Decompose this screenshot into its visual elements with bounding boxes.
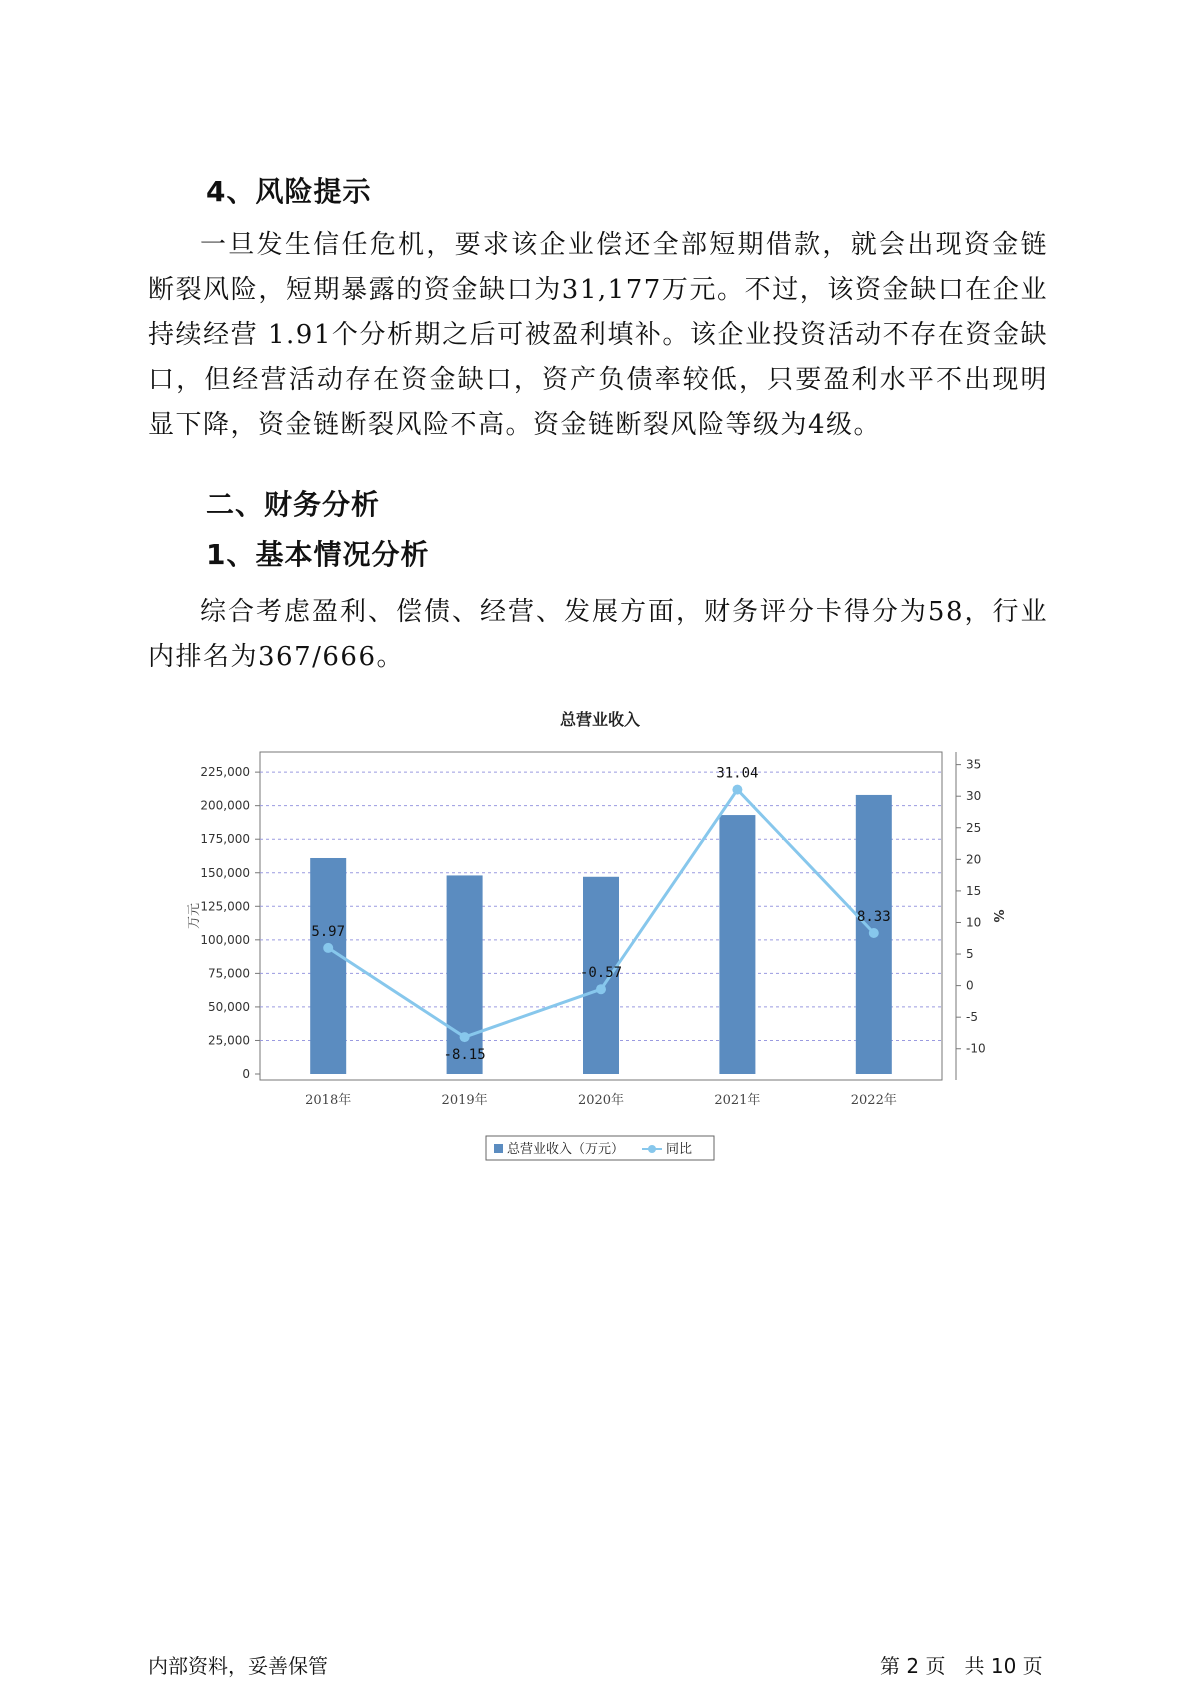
yoy-data-label: -8.15 [443, 1047, 486, 1064]
y-left-tick-label: 125,000 [200, 899, 250, 914]
y-left-tick-label: 25,000 [208, 1033, 250, 1048]
yoy-point [732, 785, 742, 795]
yoy-data-label: 8.33 [856, 909, 891, 926]
page-number: 第 2 页 共 10 页 [880, 1654, 1043, 1678]
revenue-chart [180, 700, 1005, 1170]
legend-revenue: 总营业收入（万元） [507, 1142, 625, 1157]
y-right-tick-label: 30 [966, 789, 982, 804]
y-left-tick-label: 50,000 [208, 999, 250, 1014]
y-right-tick-label: 10 [966, 915, 982, 930]
legend-yoy: 同比 [666, 1142, 693, 1157]
y-left-tick-label: 0 [242, 1067, 250, 1081]
y-left-tick-label: 150,000 [200, 865, 250, 880]
revenue-bar [447, 875, 483, 1074]
y-right-tick-label: 25 [966, 820, 982, 835]
y-right-tick-label: -5 [966, 1010, 978, 1025]
footer-left: 内部资料，妥善保管 [148, 1654, 328, 1678]
x-tick-label: 2020年 [577, 1093, 625, 1108]
y-left-tick-label: 200,000 [200, 798, 250, 813]
y-right-tick-label: 15 [966, 883, 982, 898]
finance-heading: 二、财务分析 [206, 488, 381, 521]
y-right-axis-title: % [990, 909, 1005, 923]
basic-paragraph: 综合考虑盈利、偿债、经营、发展方面，财务评分卡得分为58，行业内排名为367/666。 [148, 597, 1048, 672]
x-tick-label: 2019年 [441, 1093, 488, 1108]
risk-paragraph: 一旦发生信任危机，要求该企业偿还全部短期借款，就会出现资金链断裂风险，短期暴露的资金缺口为31,177万元。不过，该资金缺口在企业持续经营 1.91个分析期之后可被盈利填补。该企业投资活动不存在资金缺口，但经营活动存在资金缺口，资产负债率较低，只要盈利水平不出现明显下降，资金链断裂风险不高。资金链断裂风险等级为4级。 [148, 230, 1048, 440]
chart-legend [486, 1136, 714, 1160]
yoy-data-label: 31.04 [716, 765, 759, 782]
yoy-point [323, 943, 333, 953]
chart-title: 总营业收入 [559, 710, 641, 729]
y-right-tick-label: -10 [966, 1041, 986, 1056]
x-tick-label: 2018年 [305, 1093, 352, 1108]
y-right-tick-label: 5 [966, 947, 974, 962]
y-right-tick-label: 0 [966, 978, 974, 993]
y-right-tick-label: 20 [966, 852, 982, 867]
yoy-point [869, 928, 879, 938]
y-left-tick-label: 100,000 [200, 932, 250, 947]
revenue-bar [719, 815, 755, 1074]
revenue-bar [310, 858, 346, 1074]
y-left-tick-label: 175,000 [200, 832, 250, 847]
yoy-data-label: 5.97 [311, 923, 346, 940]
legend-bar-swatch [494, 1144, 503, 1153]
y-left-tick-label: 225,000 [200, 765, 250, 780]
yoy-point [596, 984, 606, 994]
y-left-tick-label: 75,000 [208, 966, 250, 981]
x-tick-label: 2021年 [714, 1093, 761, 1108]
x-tick-label: 2022年 [850, 1093, 897, 1108]
yoy-data-label: -0.57 [579, 965, 623, 982]
y-right-tick-label: 35 [966, 757, 982, 772]
risk-heading: 4、风险提示 [206, 175, 372, 208]
basic-heading: 1、基本情况分析 [206, 538, 430, 571]
yoy-point [460, 1032, 470, 1042]
y-left-axis-title: 万元 [187, 902, 202, 930]
